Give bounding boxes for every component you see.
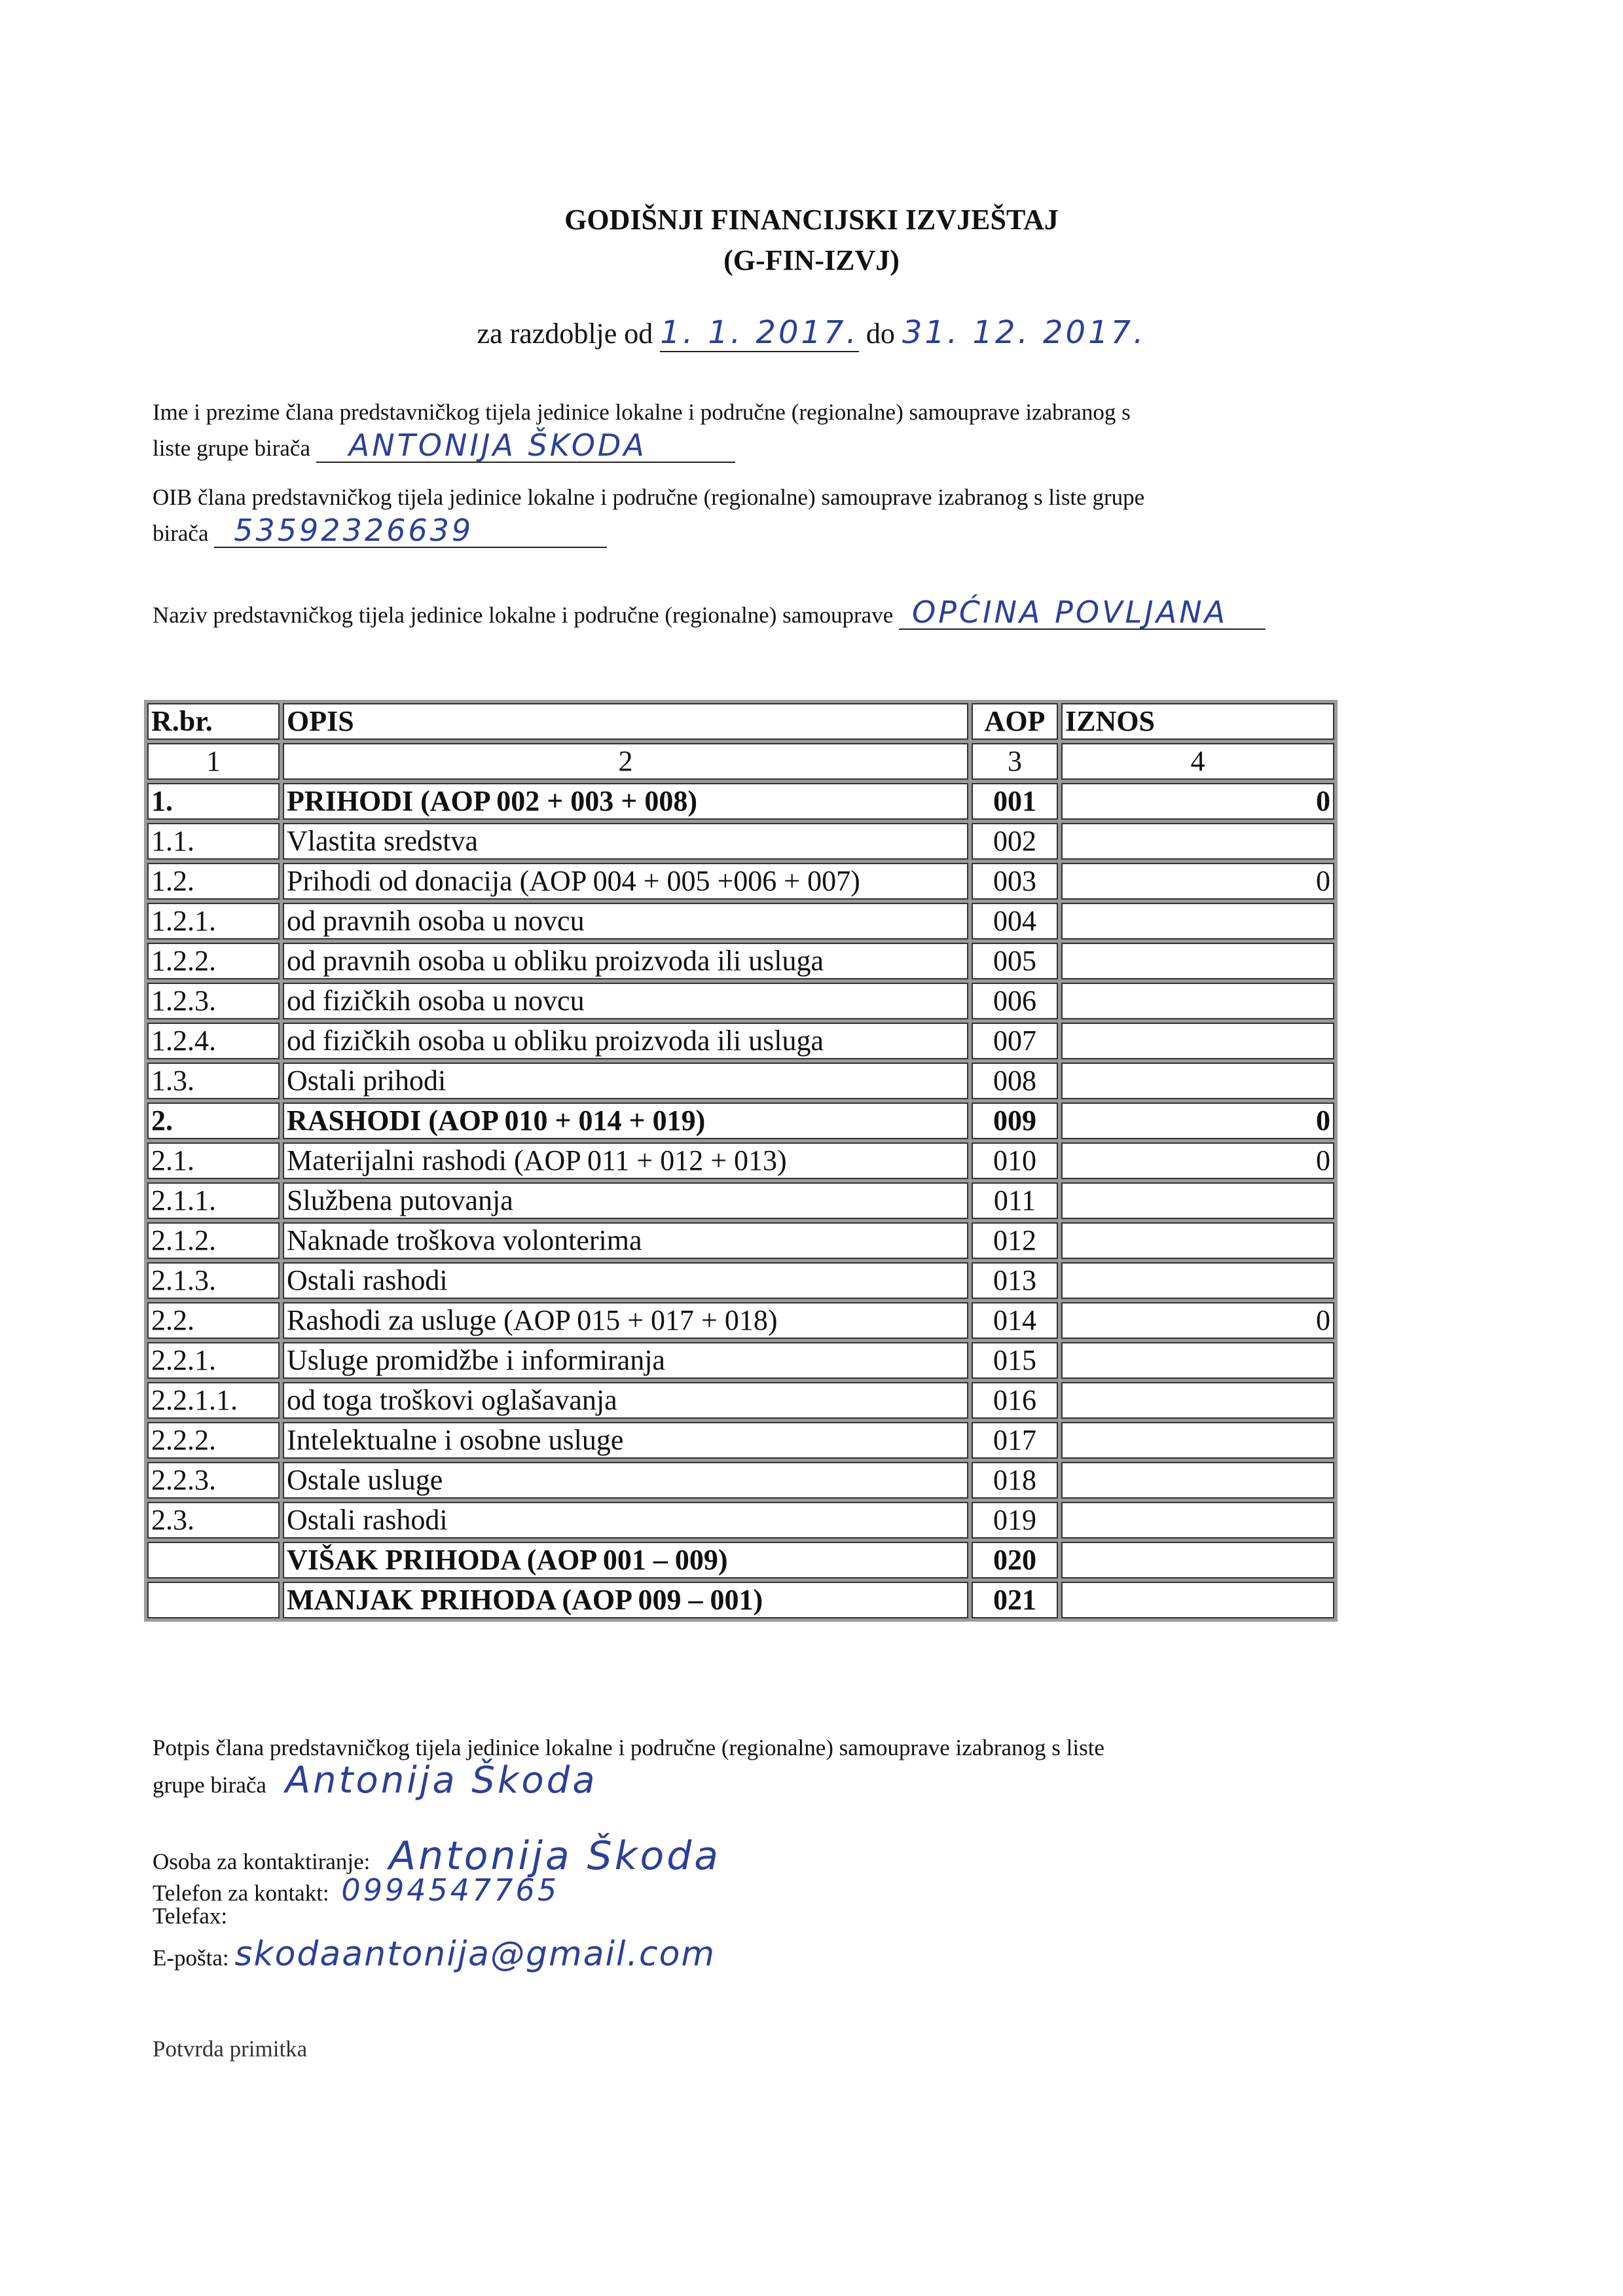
financial-table [144, 700, 1338, 1622]
description-cell: Rashodi za usluge (AOP 015 + 017 + 018) [283, 1302, 968, 1339]
amount-cell[interactable] [1061, 1262, 1334, 1299]
description-cell: Materijalni rashodi (AOP 011 + 012 + 013) [283, 1142, 968, 1179]
description-cell: Ostali rashodi [283, 1502, 968, 1539]
row-number-cell: 1.1. [147, 823, 280, 860]
amount-cell[interactable] [1061, 1222, 1334, 1259]
amount-cell[interactable] [1061, 983, 1334, 1019]
table-row [147, 1102, 1334, 1139]
row-number-cell: 2.1.3. [147, 1262, 280, 1299]
signature-label-line1: Potpis člana predstavničkog tijela jedinice lokalne i područne (regionalne) samouprave izabranog s liste [153, 1735, 1104, 1760]
table-row [147, 903, 1334, 939]
row-number-cell: 2.1.1. [147, 1182, 280, 1219]
table-row [147, 1502, 1334, 1539]
aop-cell: 019 [972, 1502, 1058, 1539]
description-cell: Vlastita sredstva [283, 823, 968, 860]
aop-cell: 010 [972, 1142, 1058, 1179]
aop-cell: 021 [972, 1582, 1058, 1618]
table-row [147, 1582, 1334, 1618]
header-opis: OPIS [283, 703, 968, 740]
table-row [147, 1023, 1334, 1059]
aop-cell: 003 [972, 863, 1058, 900]
period-from-field[interactable]: 1. 1. 2017. [660, 314, 859, 351]
table-row [147, 1302, 1334, 1339]
email-field[interactable]: skodaantonija@gmail.com [234, 1935, 716, 1974]
contact-label: Osoba za kontaktiranje: [153, 1849, 371, 1874]
row-number-cell: 2.3. [147, 1502, 280, 1539]
oib-label-line1: OIB člana predstavničkog tijela jedinice lokalne i područne (regionalne) samouprave izabranog s liste grupe [153, 484, 1145, 510]
row-number-cell: 2.2.1. [147, 1342, 280, 1379]
body-name-line [153, 596, 1462, 632]
column-number: 3 [972, 743, 1058, 780]
signature[interactable]: Antonija Škoda [285, 1759, 598, 1802]
signature-block [153, 1732, 1396, 1802]
phone-line [153, 1872, 559, 1908]
fax-label: Telefax: [153, 1903, 228, 1929]
amount-cell[interactable] [1061, 1382, 1334, 1419]
amount-cell[interactable] [1061, 1542, 1334, 1578]
description-cell: od toga troškovi oglašavanja [283, 1382, 968, 1419]
amount-cell[interactable] [1061, 1582, 1334, 1618]
table-row [147, 1462, 1334, 1499]
period-line [0, 314, 1623, 352]
body-field[interactable]: OPĆINA POVLJANA [899, 596, 1266, 630]
table-row [147, 943, 1334, 979]
aop-cell: 016 [972, 1382, 1058, 1419]
oib-field[interactable]: 53592326639 [214, 514, 607, 548]
document-title: GODIŠNJI FINANCIJSKI IZVJEŠTAJ [564, 204, 1059, 236]
row-number-cell: 2.2. [147, 1302, 280, 1339]
amount-cell[interactable] [1061, 1342, 1334, 1379]
aop-cell: 007 [972, 1023, 1058, 1059]
table-row [147, 1182, 1334, 1219]
aop-cell: 005 [972, 943, 1058, 979]
amount-cell[interactable]: 0 [1061, 1142, 1334, 1179]
description-cell: od pravnih osoba u novcu [283, 903, 968, 939]
period-mid: do [866, 318, 895, 350]
row-number-cell: 2.2.1.1. [147, 1382, 280, 1419]
row-number-cell: 1.2.2. [147, 943, 280, 979]
table-row [147, 783, 1334, 820]
phone-field[interactable]: 0994547765 [341, 1872, 560, 1908]
amount-cell[interactable]: 0 [1061, 1102, 1334, 1139]
column-number-row [147, 743, 1334, 780]
period-to-field[interactable]: 31. 12. 2017. [902, 314, 1146, 351]
amount-cell[interactable]: 0 [1061, 863, 1334, 900]
description-cell: Ostali prihodi [283, 1063, 968, 1099]
row-number-cell: 1.2.1. [147, 903, 280, 939]
description-cell: od fizičkih osoba u obliku proizvoda ili usluga [283, 1023, 968, 1059]
oib-label-line2: birača [153, 520, 209, 546]
description-cell: Ostali rashodi [283, 1262, 968, 1299]
column-number: 1 [147, 743, 280, 780]
table-row [147, 823, 1334, 860]
table-row [147, 1422, 1334, 1459]
oib-label [153, 481, 1331, 550]
aop-cell: 013 [972, 1262, 1058, 1299]
description-cell: Službena putovanja [283, 1182, 968, 1219]
aop-cell: 015 [972, 1342, 1058, 1379]
body-label: Naziv predstavničkog tijela jedinice lokalne i područne (regionalne) samouprave [153, 602, 894, 628]
aop-cell: 020 [972, 1542, 1058, 1578]
table-row [147, 1222, 1334, 1259]
row-number-cell: 1.3. [147, 1063, 280, 1099]
amount-cell[interactable] [1061, 943, 1334, 979]
row-number-cell: 1.2.4. [147, 1023, 280, 1059]
description-cell: MANJAK PRIHODA (AOP 009 – 001) [283, 1582, 968, 1618]
row-number-cell: 2.1. [147, 1142, 280, 1179]
row-number-cell: 2.1.2. [147, 1222, 280, 1259]
name-label-line2: liste grupe birača [153, 435, 311, 461]
description-cell: Usluge promidžbe i informiranja [283, 1342, 968, 1379]
amount-cell[interactable]: 0 [1061, 1302, 1334, 1339]
email-line [153, 1935, 716, 1974]
aop-cell: 009 [972, 1102, 1058, 1139]
description-cell: Prihodi od donacija (AOP 004 + 005 +006 + 007) [283, 863, 968, 900]
description-cell: od fizičkih osoba u novcu [283, 983, 968, 1019]
receipt-label: Potvrda primitka [153, 2036, 308, 2062]
aop-cell: 002 [972, 823, 1058, 860]
aop-cell: 001 [972, 783, 1058, 820]
table-row [147, 1142, 1334, 1179]
amount-cell[interactable] [1061, 1462, 1334, 1499]
column-number: 2 [283, 743, 968, 780]
header-iznos: IZNOS [1061, 703, 1334, 740]
document-subtitle: (G-FIN-IZVJ) [723, 244, 900, 276]
aop-cell: 004 [972, 903, 1058, 939]
amount-cell[interactable] [1061, 903, 1334, 939]
table-row [147, 1342, 1334, 1379]
name-label [153, 396, 1331, 465]
amount-cell[interactable] [1061, 1422, 1334, 1459]
table-row [147, 1063, 1334, 1099]
phone-label: Telefon za kontakt: [153, 1880, 329, 1906]
description-cell: Ostale usluge [283, 1462, 968, 1499]
header-aop: AOP [972, 703, 1058, 740]
aop-cell: 014 [972, 1302, 1058, 1339]
description-cell: PRIHODI (AOP 002 + 003 + 008) [283, 783, 968, 820]
row-number-cell: 2.2.2. [147, 1422, 280, 1459]
amount-cell[interactable] [1061, 1063, 1334, 1099]
aop-cell: 011 [972, 1182, 1058, 1219]
period-prefix: za razdoblje od [477, 318, 653, 350]
table-row [147, 863, 1334, 900]
header-rbr: R.br. [147, 703, 280, 740]
fax-line [153, 1903, 227, 1929]
description-cell: RASHODI (AOP 010 + 014 + 019) [283, 1102, 968, 1139]
aop-cell: 012 [972, 1222, 1058, 1259]
description-cell: Naknade troškova volonterima [283, 1222, 968, 1259]
email-label: E-pošta: [153, 1945, 229, 1971]
amount-cell[interactable] [1061, 1023, 1334, 1059]
table-row [147, 1262, 1334, 1299]
aop-cell: 018 [972, 1462, 1058, 1499]
row-number-cell: 1. [147, 783, 280, 820]
amount-cell[interactable] [1061, 823, 1334, 860]
name-label-line1: Ime i prezime člana predstavničkog tijela jedinice lokalne i područne (regionalne) samouprave izabranog s [153, 399, 1131, 425]
name-field[interactable]: ANTONIJA ŠKODA [316, 429, 735, 463]
contact-field[interactable]: Antonija Škoda [389, 1833, 721, 1879]
aop-cell: 006 [972, 983, 1058, 1019]
signature-label-line2: grupe birača [153, 1772, 266, 1798]
row-number-cell: 1.2. [147, 863, 280, 900]
row-number-cell: 2. [147, 1102, 280, 1139]
aop-cell: 017 [972, 1422, 1058, 1459]
table-row [147, 983, 1334, 1019]
column-number: 4 [1061, 743, 1334, 780]
row-number-cell: 2.2.3. [147, 1462, 280, 1499]
row-number-cell [147, 1582, 280, 1618]
description-cell: od pravnih osoba u obliku proizvoda ili usluga [283, 943, 968, 979]
amount-cell[interactable] [1061, 1182, 1334, 1219]
row-number-cell [147, 1542, 280, 1578]
table-row [147, 1382, 1334, 1419]
amount-cell[interactable] [1061, 1502, 1334, 1539]
aop-cell: 008 [972, 1063, 1058, 1099]
table-row [147, 1542, 1334, 1578]
table-header-row [147, 703, 1334, 740]
description-cell: Intelektualne i osobne usluge [283, 1422, 968, 1459]
amount-cell[interactable]: 0 [1061, 783, 1334, 820]
description-cell: VIŠAK PRIHODA (AOP 001 – 009) [283, 1542, 968, 1578]
row-number-cell: 1.2.3. [147, 983, 280, 1019]
